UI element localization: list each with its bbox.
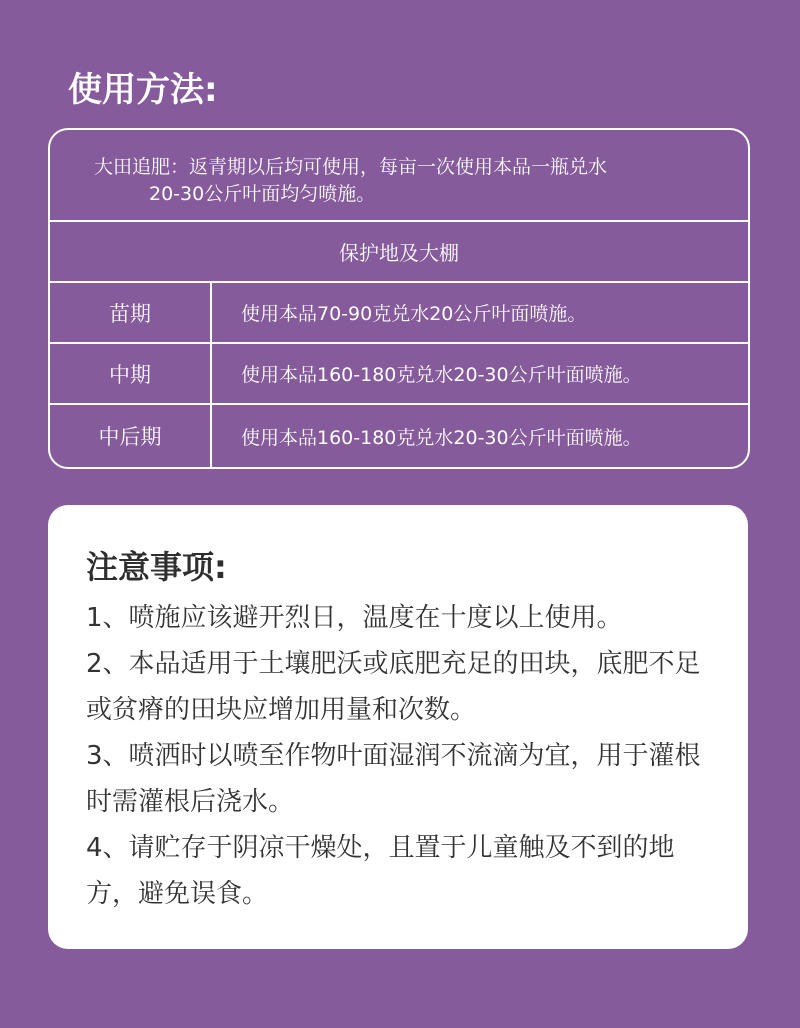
note-item: 3、喷洒时以喷至作物叶面湿润不流滴为宜，用于灌根时需灌根后浇水。 — [86, 741, 701, 817]
stage-row-late — [50, 405, 748, 467]
intro-line-2: 20-30公斤叶面均匀喷施。 — [149, 183, 376, 205]
greenhouse-header: 保护地及大棚 — [50, 222, 748, 283]
note-item: 2、本品适用于土壤肥沃或底肥充足的田块，底肥不足或贫瘠的田块应增加用量和次数。 — [86, 649, 701, 725]
stage-desc: 使用本品160-180克兑水20-30公斤叶面喷施。 — [241, 364, 642, 386]
note-item: 1、喷施应该避开烈日，温度在十度以上使用。 — [86, 603, 623, 633]
field-topdressing-row — [50, 130, 748, 222]
stage-row-mid — [50, 344, 748, 405]
stage-desc: 使用本品160-180克兑水20-30公斤叶面喷施。 — [241, 426, 642, 449]
stage-row-seedling — [50, 283, 748, 344]
intro-line-1: 大田追肥：返青期以后均可使用，每亩一次使用本品一瓶兑水 — [94, 156, 608, 178]
notes-card — [48, 505, 748, 949]
usage-table — [48, 128, 750, 469]
note-item: 4、请贮存于阴凉干燥处，且置于儿童触及不到的地方，避免误食。 — [86, 833, 675, 909]
stage-name: 苗期 — [50, 283, 212, 342]
notes-title: 注意事项: — [86, 548, 227, 586]
usage-title: 使用方法: — [68, 70, 218, 110]
stage-name: 中后期 — [50, 405, 212, 467]
stage-desc: 使用本品70-90克兑水20公斤叶面喷施。 — [241, 303, 587, 325]
stage-name: 中期 — [50, 344, 212, 403]
